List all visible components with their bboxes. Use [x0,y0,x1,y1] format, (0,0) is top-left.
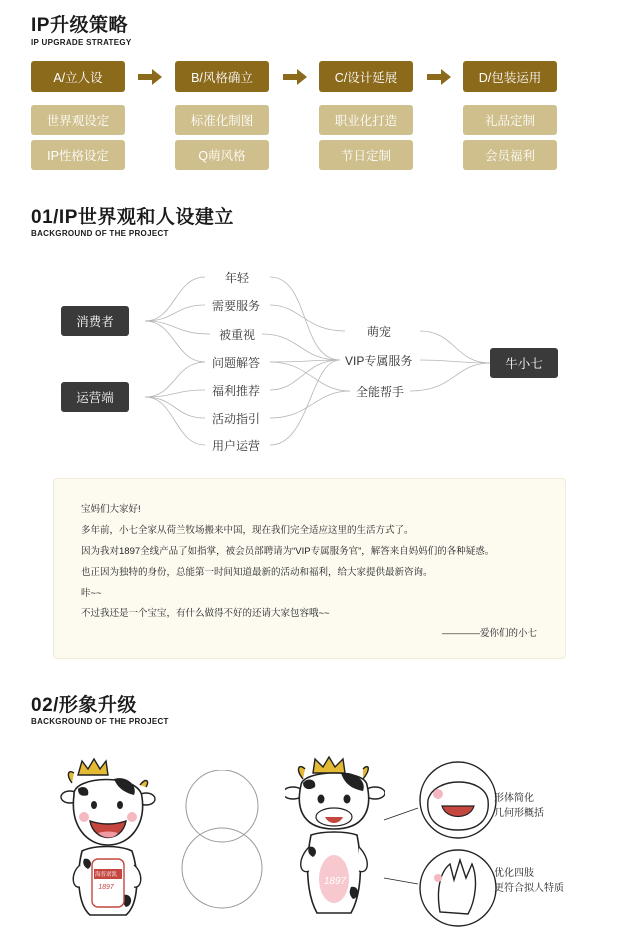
mind-item-cute-pet: 萌宠 [367,325,392,339]
tag-c-1: 职业化打造 [319,105,413,135]
tag-b-1: 标准化制图 [175,105,269,135]
mind-item-benefits: 福利推荐 [212,384,261,398]
mind-item-need-service: 需要服务 [212,299,261,313]
tag-c-2: 节日定制 [319,140,413,170]
step-c: C/设计延展 [319,61,413,92]
tag-a-2: IP性格设定 [31,140,125,170]
new-mascot-illustration [285,755,385,920]
callout-2-line-2: 更符合拟人特质 [494,883,564,894]
construction-circles [178,770,268,910]
mind-item-young: 年轻 [225,271,250,285]
letter-line: 也正因为独特的身份，总能第一时间知道最新的活动和福利，给大家提供最新咨询。 [81,567,433,578]
step-d: D/包装运用 [463,61,557,92]
tag-b-2: Q萌风格 [175,140,269,170]
letter-line: 不过我还是一个宝宝，有什么做得不好的还请大家包容哦~~ [81,608,330,619]
mind-item-user-ops: 用户运营 [212,439,261,453]
step-a: A/立人设 [31,61,125,92]
section-02-subtitle: BACKGROUND OF THE PROJECT [31,717,169,726]
arrow-right-icon [283,69,307,85]
page-title: IP升级策略 [31,15,128,36]
old-mascot-brand: 海普诺凯 [94,872,117,878]
new-mascot-number: 1897 [323,876,347,887]
callout-2-line-1: 优化四肢 [494,868,534,879]
mind-item-qa: 问题解答 [212,356,261,370]
tag-d-1: 礼品定制 [463,105,557,135]
callout-1-line-2: 几何形概括 [494,808,544,819]
arrow-right-icon [138,69,162,85]
section-02-title: 02/形象升级 [31,695,137,716]
mind-item-activity: 活动指引 [212,412,261,426]
letter-signature: ————爱你们的小七 [441,628,537,639]
tag-d-2: 会员福利 [463,140,557,170]
letter-line: 因为我对1897全线产品了如指掌，被会员部聘请为“VIP专属服务官”，解答来自妈妈们的各种疑惑。 [81,546,495,557]
node-niu-xiaoqi: 牛小七 [490,348,558,378]
letter-line: 咔~~ [81,588,102,599]
letter-card [53,478,566,659]
node-consumer: 消费者 [61,306,129,336]
section-01-title: 01/IP世界观和人设建立 [31,207,234,228]
mind-item-valued: 被重视 [219,328,256,342]
tag-a-1: 世界观设定 [31,105,125,135]
callout-1-line-1: 形体简化 [494,793,534,804]
node-operator: 运营端 [61,382,129,412]
callout-connectors [380,760,510,930]
old-mascot-illustration [60,755,160,920]
mind-item-helper: 全能帮手 [356,385,405,399]
letter-line: 多年前，小七全家从荷兰牧场搬来中国，现在我们完全适应这里的生活方式了。 [81,525,414,536]
old-mascot-number: 1897 [98,884,114,891]
step-b: B/风格确立 [175,61,269,92]
letter-line: 宝妈们大家好! [81,504,141,515]
section-01-subtitle: BACKGROUND OF THE PROJECT [31,229,169,238]
mind-item-vip: VIP专属服务 [345,354,413,368]
page-subtitle: IP UPGRADE STRATEGY [31,38,132,47]
arrow-right-icon [427,69,451,85]
